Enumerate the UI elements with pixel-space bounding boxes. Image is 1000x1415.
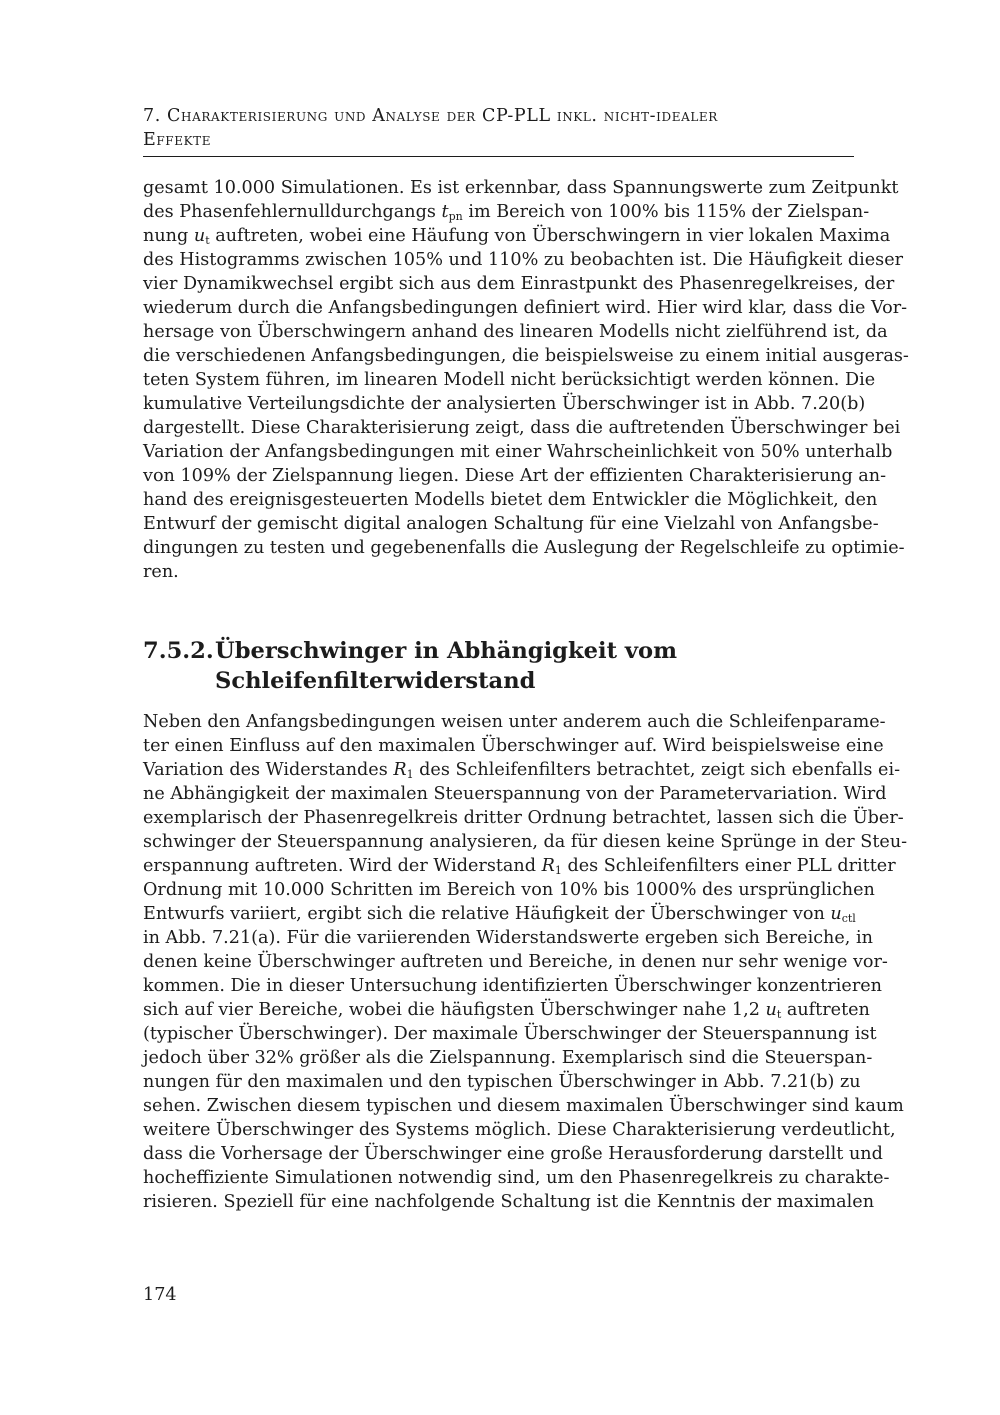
running-header-line-1: 7. Charakterisierung und Analyse der CP-PLL inkl. nicht-idealer: [143, 106, 718, 126]
text-line: jedoch über 32% größer als die Zielspannung. Exemplarisch sind die Steuerspan-: [143, 1048, 873, 1068]
text-line: Ordnung mit 10.000 Schritten im Bereich von 10% bis 1000% des ursprünglichen: [143, 880, 875, 900]
text-line: teten System führen, im linearen Modell nicht berücksichtigt werden können. Die: [143, 370, 876, 390]
body-paragraph-2: [143, 710, 908, 1214]
text-line: in Abb. 7.21(a). Für die variierenden Widerstandswerte ergeben sich Bereiche, in: [143, 928, 873, 948]
body-paragraph-1: [143, 176, 909, 584]
text-line: Variation des Widerstandes $R_1$ des Schleifenfilters betrachtet, zeigt sich ebenfalls ei-: [143, 760, 901, 781]
text-line: dass die Vorhersage der Überschwinger eine große Herausforderung darstellt und: [143, 1144, 883, 1164]
text-line: ren.: [143, 562, 179, 582]
text-line: Entwurfs variiert, ergibt sich die relative Häufigkeit der Überschwinger von $u_{ctl}$: [143, 904, 856, 925]
text-line: denen keine Überschwinger auftreten und Bereiche, in denen nur sehr wenige vor-: [143, 952, 888, 972]
text-line: Variation der Anfangsbedingungen mit einer Wahrscheinlichkeit von 50% unterhalb: [143, 442, 893, 462]
text-line: schwinger der Steuerspannung analysieren, da für diesen keine Sprünge in der Steu-: [143, 832, 908, 852]
text-line: gesamt 10.000 Simulationen. Es ist erkennbar, dass Spannungswerte zum Zeitpunkt: [143, 178, 899, 198]
page-number: 174: [143, 1285, 177, 1305]
text-line: Neben den Anfangsbedingungen weisen unter anderem auch die Schleifenparame-: [143, 712, 886, 732]
text-line: von 109% der Zielspannung liegen. Diese Art der effizienten Charakterisierung an-: [143, 466, 887, 486]
text-line: des Histogramms zwischen 105% und 110% zu beobachten ist. Die Häufigkeit dieser: [143, 250, 904, 270]
text-line: ne Abhängigkeit der maximalen Steuerspannung von der Parametervariation. Wird: [143, 784, 887, 804]
text-line: ter einen Einfluss auf den maximalen Überschwinger auf. Wird beispielsweise eine: [143, 736, 884, 756]
text-line: nungen für den maximalen und den typischen Überschwinger in Abb. 7.21(b) zu: [143, 1072, 861, 1092]
text-line: kumulative Verteilungsdichte der analysierten Überschwinger ist in Abb. 7.20(b): [143, 394, 866, 414]
text-line: nung $u_t$ auftreten, wobei eine Häufung von Überschwingern in vier lokalen Maxima: [143, 226, 891, 247]
text-line: exemplarisch der Phasenregelkreis dritter Ordnung betrachtet, lassen sich die Über-: [143, 808, 904, 828]
text-line: dargestellt. Diese Charakterisierung zeigt, dass die auftretenden Überschwinger bei: [143, 418, 901, 438]
text-line: hersage von Überschwingern anhand des linearen Modells nicht zielführend ist, da: [143, 322, 888, 342]
text-line: kommen. Die in dieser Untersuchung identifizierten Überschwinger konzentrieren: [143, 976, 882, 996]
text-line: risieren. Speziell für eine nachfolgende Schaltung ist die Kenntnis der maximalen: [143, 1192, 875, 1212]
section-title-line-1: Überschwinger in Abhängigkeit vom: [215, 638, 677, 664]
text-line: Entwurf der gemischt digital analogen Schaltung für eine Vielzahl von Anfangsbe-: [143, 514, 879, 534]
text-line: (typischer Überschwinger). Der maximale Überschwinger der Steuerspannung ist: [143, 1024, 877, 1044]
text-line: des Phasenfehlernulldurchgangs $t_{pn}$ im Bereich von 100% bis 115% der Zielspan-: [143, 202, 870, 223]
text-line: wiederum durch die Anfangsbedingungen definiert wird. Hier wird klar, dass die Vor-: [143, 298, 908, 318]
text-line: die verschiedenen Anfangsbedingungen, die beispielsweise zu einem initial ausgeras-: [143, 346, 909, 366]
text-line: vier Dynamikwechsel ergibt sich aus dem Einrastpunkt des Phasenregelkreises, der: [143, 274, 895, 294]
text-line: dingungen zu testen und gegebenenfalls die Auslegung der Regelschleife zu optimie-: [143, 538, 905, 558]
running-header: [143, 104, 853, 152]
section-number: 7.5.2.: [143, 638, 214, 664]
text-line: hocheffiziente Simulationen notwendig sind, um den Phasenregelkreis zu charakte-: [143, 1168, 890, 1188]
section-heading: [143, 636, 854, 696]
text-line: hand des ereignisgesteuerten Modells bietet dem Entwickler die Möglichkeit, den: [143, 490, 878, 510]
header-rule: [143, 156, 854, 157]
text-line: erspannung auftreten. Wird der Widerstand $R_1$ des Schleifenfilters einer PLL dritter: [143, 856, 896, 877]
running-header-line-2: Effekte: [143, 130, 212, 150]
text-line: sich auf vier Bereiche, wobei die häufigsten Überschwinger nahe 1,2 $u_t$ auftreten: [143, 1000, 870, 1021]
text-line: sehen. Zwischen diesem typischen und diesem maximalen Überschwinger sind kaum: [143, 1096, 904, 1116]
section-title-line-2: Schleifenfilterwiderstand: [215, 668, 536, 694]
text-line: weitere Überschwinger des Systems möglich. Diese Charakterisierung verdeutlicht,: [143, 1120, 896, 1140]
